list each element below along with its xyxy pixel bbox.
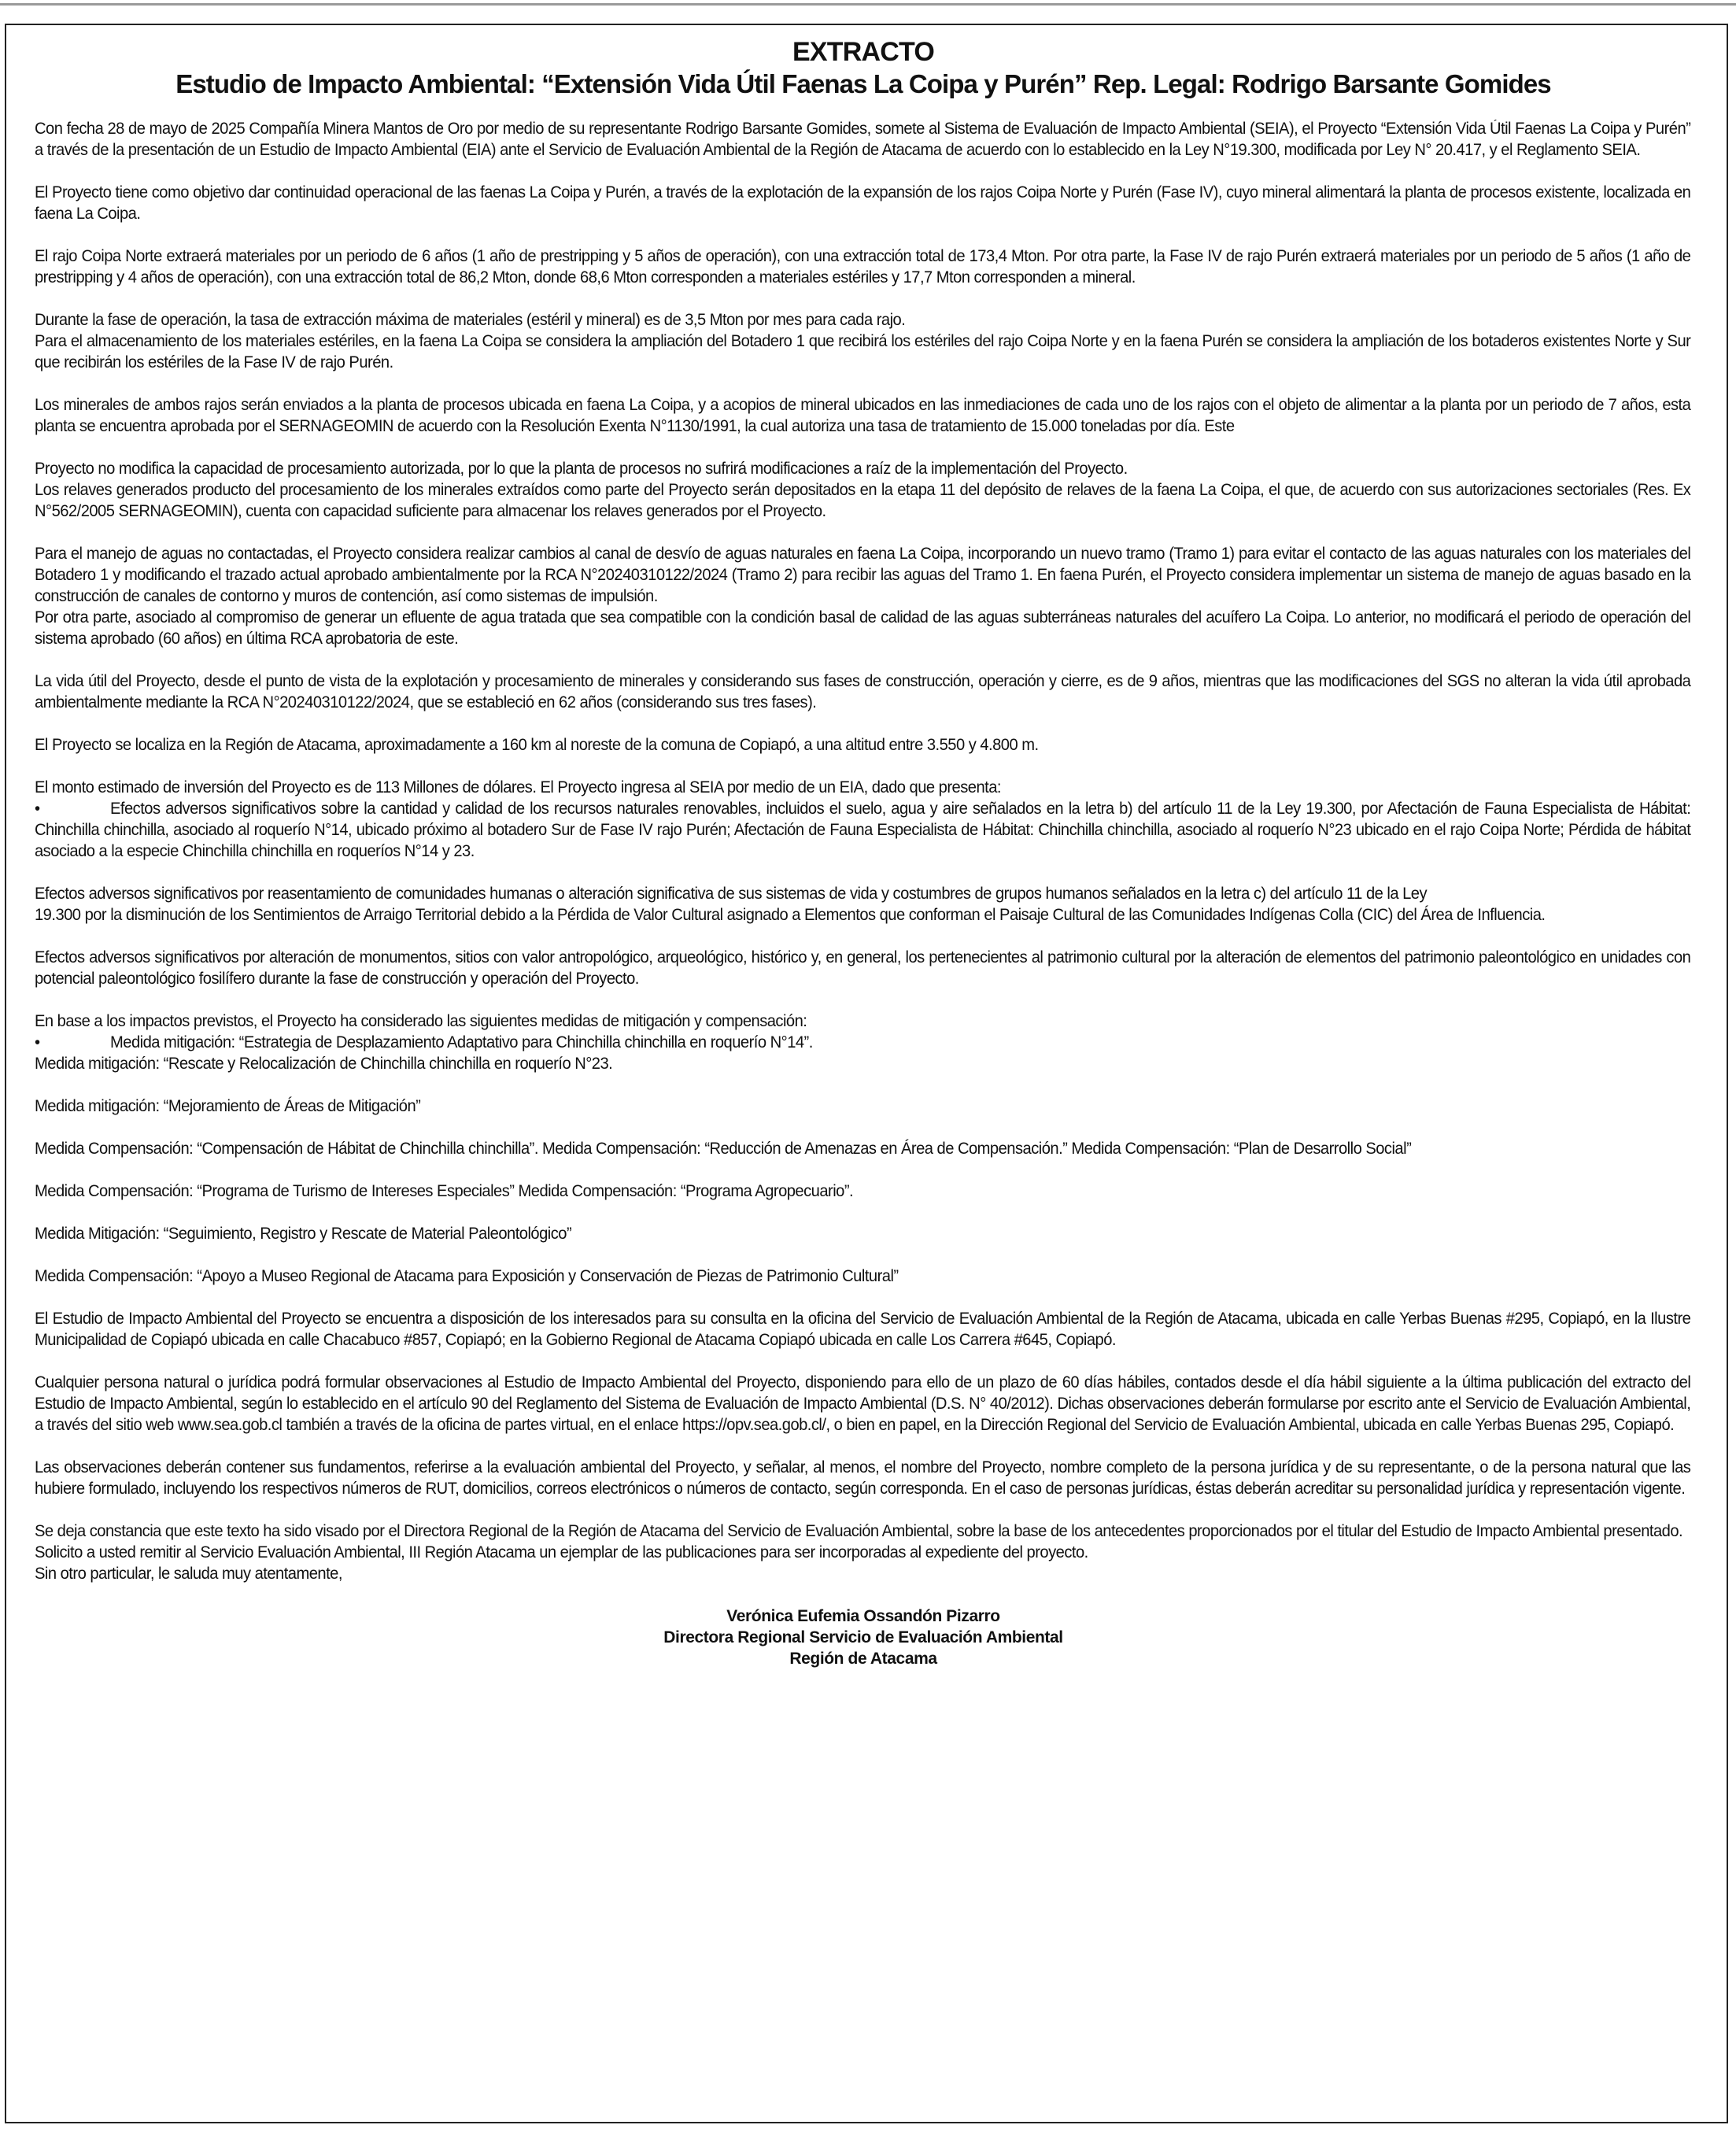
measure-item: Medida Mitigación: “Seguimiento, Registro y Rescate de Material Paleontológico”: [35, 1225, 572, 1243]
paragraph-useful-life: La vida útil del Proyecto, desde el punto de vista de la explotación y procesamiento de minerales y considerando sus fases de construcción, operación y cierre, es de 9 años, mientras que las modificaciones del SGS no alteran la vida útil aprobada ambientalmente mediante la RCA N°20240310122/2024, que se estableció en 62 años (considerando sus tres fases).: [35, 672, 1691, 711]
paragraph-line: Para el almacenamiento de los materiales estériles, en la faena La Coipa se considera la ampliación del Botadero 1 que recibirá los estériles del rajo Coipa Norte y en la faena Purén se considera la ampliación de los botaderos existentes Norte y Sur que recibirán los estériles de la Fase IV de rajo Purén.: [35, 332, 1691, 371]
paragraph-heritage-impact: Efectos adversos significativos por alteración de monumentos, sitios con valor antropológico, arqueológico, histórico y, en general, los pertenecientes al patrimonio cultural por la alteración de elementos del patrimonio paleontológico en unidades con potencial paleontológico fosilífero durante la fase de construcción y operación del Proyecto.: [35, 948, 1691, 988]
paragraph-line: Los relaves generados producto del procesamiento de los minerales extraídos como parte del Proyecto serán depositados en la etapa 11 del depósito de relaves de la faena La Coipa, el que, de acuerdo con sus autorizaciones sectoriales (Res. Ex N°562/2005 SERNAGEOMIN), cuenta con capacidad suficiente para almacenar los relaves generados por el Proyecto.: [35, 481, 1691, 520]
paragraph-line: Proyecto no modifica la capacidad de procesamiento autorizada, por lo que la planta de procesos no sufrirá modificaciones a raíz de la implementación del Proyecto.: [35, 460, 1128, 478]
paragraph-operation: [35, 309, 1690, 373]
paragraph-line: Medida mitigación: “Rescate y Relocalización de Chinchilla chinchilla en roquerío N°23.: [35, 1055, 613, 1073]
paragraph-line: En base a los impactos previstos, el Proyecto ha considerado las siguientes medidas de mitigación y compensación:: [35, 1012, 807, 1030]
paragraph-line: Durante la fase de operación, la tasa de extracción máxima de materiales (estéril y mineral) es de 3,5 Mton por mes para cada rajo.: [35, 311, 906, 329]
paragraph-measures: [35, 1011, 1690, 1074]
signatory-region: Región de Atacama: [789, 1650, 937, 1668]
paragraph-closing: [35, 1521, 1690, 1584]
paragraph-line: El monto estimado de inversión del Proyecto es de 113 Millones de dólares. El Proyecto ingresa al SEIA por medio de un EIA, dado que presenta:: [35, 778, 1001, 796]
signature-block: [35, 1606, 1692, 1669]
paragraph-processing-plant: Los minerales de ambos rajos serán enviados a la planta de procesos ubicada en faena La Coipa, y a acopios de mineral ubicados en las inmediaciones de cada uno de los rajos con el objeto de alimentar a la planta por un periodo de 7 años, esta planta se encuentra aprobada por el SERNAGEOMIN de acuerdo con la Resolución Exenta N°1130/1991, la cual autoriza una tasa de tratamiento de 15.000 toneladas por día. Este: [35, 396, 1691, 435]
paragraph-observation-requirements: Las observaciones deberán contener sus fundamentos, referirse a la evaluación ambiental del Proyecto, y señalar, al menos, el nombre del Proyecto, nombre completo de la persona jurídica y de su representante, o de la persona natural que las hubiere formulado, incluyendo los respectivos números de RUT, domicilios, correos electrónicos o números de contacto, según corresponda. En el caso de personas jurídicas, éstas deberán acreditar su personalidad jurídica y representación vigente.: [35, 1458, 1691, 1498]
paragraph-location: El Proyecto se localiza en la Región de Atacama, aproximadamente a 160 km al noreste de la comuna de Copiapó, a una altitud entre 3.550 y 4.800 m.: [35, 736, 1039, 754]
paragraph-line: Solicito a usted remitir al Servicio Evaluación Ambiental, III Región Atacama un ejemplar de las publicaciones para ser incorporadas al expediente del proyecto.: [35, 1543, 1088, 1561]
paragraph-objective: El Proyecto tiene como objetivo dar continuidad operacional de las faenas La Coipa y Purén, a través de la explotación de la expansión de los rajos Coipa Norte y Purén (Fase IV), cuyo mineral alimentará la planta de procesos existente, localizada en faena La Coipa.: [35, 183, 1691, 223]
bullet-item: [35, 1032, 1690, 1053]
bullet-icon: •: [35, 1033, 40, 1051]
bullet-item: [35, 798, 1690, 862]
measure-item: Medida Compensación: “Compensación de Hábitat de Chinchilla chinchilla”. Medida Compensación: “Reducción de Amenazas en Área de Compensación.” Medida Compensación: “Plan de Desarrollo Social”: [35, 1140, 1412, 1158]
paragraph-investment: [35, 777, 1690, 862]
paragraph-line: Sin otro particular, le saluda muy atentamente,: [35, 1565, 342, 1583]
measure-item: Medida Compensación: “Apoyo a Museo Regional de Atacama para Exposición y Conservación de Piezas de Patrimonio Cultural”: [35, 1267, 899, 1285]
signatory-position: Directora Regional Servicio de Evaluación Ambiental: [663, 1628, 1063, 1646]
paragraph-submission: Con fecha 28 de mayo de 2025 Compañía Minera Mantos de Oro por medio de su representante Rodrigo Barsante Gomides, somete al Sistema de Evaluación de Impacto Ambiental (SEIA), el Proyecto “Extensión Vida Útil Faenas La Coipa y Purén” a través de la presentación de un Estudio de Impacto Ambiental (EIA) ante el Servicio de Evaluación Ambiental de la Región de Atacama de acuerdo con lo establecido en la Ley N°19.300, modificada por Ley N° 20.417, y el Reglamento SEIA.: [35, 120, 1691, 159]
paragraph-line: Para el manejo de aguas no contactadas, el Proyecto considera realizar cambios al canal de desvío de aguas naturales en faena La Coipa, incorporando un nuevo tramo (Tramo 1) para evitar el contacto de las aguas naturales con los materiales del Botadero 1 y modificando el trazado actual aprobado ambientalmente por la RCA N°20240310122/2024 (Tramo 2) para recibir las aguas del Tramo 1. En faena Purén, el Proyecto considera implementar un sistema de manejo de aguas basado en la construcción de canales de contorno y muros de contención, así como sistemas de impulsión.: [35, 545, 1691, 605]
paragraph-line: Efectos adversos significativos por reasentamiento de comunidades humanas o alteración significativa de sus sistemas de vida y costumbres de grupos humanos señalados en la letra c) del artículo 11 de la Ley: [35, 885, 1428, 903]
page-title: EXTRACTO: [792, 37, 934, 67]
bullet-text: Medida mitigación: “Estrategia de Desplazamiento Adaptativo para Chinchilla chinchilla en roquerío N°14”.: [110, 1033, 813, 1051]
paragraph-human-impact: [35, 883, 1690, 926]
paragraph-extraction: El rajo Coipa Norte extraerá materiales por un periodo de 6 años (1 año de prestripping y 5 años de operación), con una extracción total de 173,4 Mton. Por otra parte, la Fase IV de rajo Purén extraerá materiales por un periodo de 5 años (1 año de prestripping y 4 años de operación), con una extracción total de 86,2 Mton, donde 68,6 Mton corresponden a materiales estériles y 17,7 Mton corresponden a mineral.: [35, 247, 1691, 286]
measure-item: Medida mitigación: “Mejoramiento de Áreas de Mitigación”: [35, 1097, 421, 1115]
bullet-icon: •: [35, 800, 40, 818]
paragraph-line: Por otra parte, asociado al compromiso de generar un efluente de agua tratada que sea compatible con la condición basal de calidad de las aguas subterráneas naturales del acuífero La Coipa. Lo anterior, no modificará el periodo de operación del sistema aprobado (60 años) en última RCA aprobatoria de este.: [35, 608, 1691, 648]
notice-page: [35, 36, 1692, 2122]
measure-item: Medida Compensación: “Programa de Turismo de Intereses Especiales” Medida Compensación: “Programa Agropecuario”.: [35, 1182, 854, 1200]
bullet-text: Efectos adversos significativos sobre la cantidad y calidad de los recursos naturales renovables, incluidos el suelo, agua y aire señalados en la letra b) del artículo 11 de la Ley 19.300, por Afectación de Fauna Especialista de Hábitat: Chinchilla chinchilla, asociado al roquerío N°14, ubicado próximo al botadero Sur de Fase IV rajo Purén; Afectación de Fauna Especialista de Hábitat: Chinchilla chinchilla, asociado al roquerío N°23 ubicado en el rajo Coipa Norte; Pérdida de hábitat asociado a la especie Chinchilla chinchilla en roqueríos N°14 y 23.: [35, 800, 1691, 860]
paragraph-observations: Cualquier persona natural o jurídica podrá formular observaciones al Estudio de Impacto Ambiental del Proyecto, disponiendo para ello de un plazo de 60 días hábiles, contados desde el día hábil siguiente a la última publicación del extracto del Estudio de Impacto Ambiental, según lo establecido en el artículo 90 del Reglamento del Sistema de Evaluación de Impacto Ambiental (D.S. N° 40/2012). Dichas observaciones deberán formularse por escrito ante el Servicio de Evaluación Ambiental, a través del sitio web www.sea.gob.cl también a través de la oficina de partes virtual, en el enlace https://opv.sea.gob.cl/, o bien en papel, en la Dirección Regional del Servicio de Evaluación Ambiental, ubicada en calle Yerbas Buenas 295, Copiapó.: [35, 1373, 1691, 1434]
paragraph-line: Se deja constancia que este texto ha sido visado por el Directora Regional de la Región de Atacama del Servicio de Evaluación Ambiental, sobre la base de los antecedentes proporcionados por el titular del Estudio de Impacto Ambiental presentado.: [35, 1522, 1683, 1540]
page-subtitle: Estudio de Impacto Ambiental: “Extensión Vida Útil Faenas La Coipa y Purén” Rep. Legal: Rodrigo Barsante Gomides: [175, 69, 1551, 98]
signatory-name: Verónica Eufemia Ossandón Pizarro: [726, 1607, 1000, 1625]
paragraph-tailings: [35, 458, 1690, 522]
paragraph-line: 19.300 por la disminución de los Sentimientos de Arraigo Territorial debido a la Pérdida de Valor Cultural asignado a Elementos que conforman el Paisaje Cultural de las Comunidades Indígenas Colla (CIC) del Área de Influencia.: [35, 906, 1546, 924]
top-rule: [0, 3, 1736, 6]
paragraph-availability: El Estudio de Impacto Ambiental del Proyecto se encuentra a disposición de los interesados para su consulta en la oficina del Servicio de Evaluación Ambiental de la Región de Atacama, ubicada en calle Yerbas Buenas #295, Copiapó, en la Ilustre Municipalidad de Copiapó ubicada en calle Chacabuco #857, Copiapó; en la Gobierno Regional de Atacama Copiapó ubicada en calle Los Carrera #645, Copiapó.: [35, 1310, 1691, 1349]
paragraph-water-management: [35, 543, 1690, 649]
notice-body: [35, 118, 1690, 1584]
